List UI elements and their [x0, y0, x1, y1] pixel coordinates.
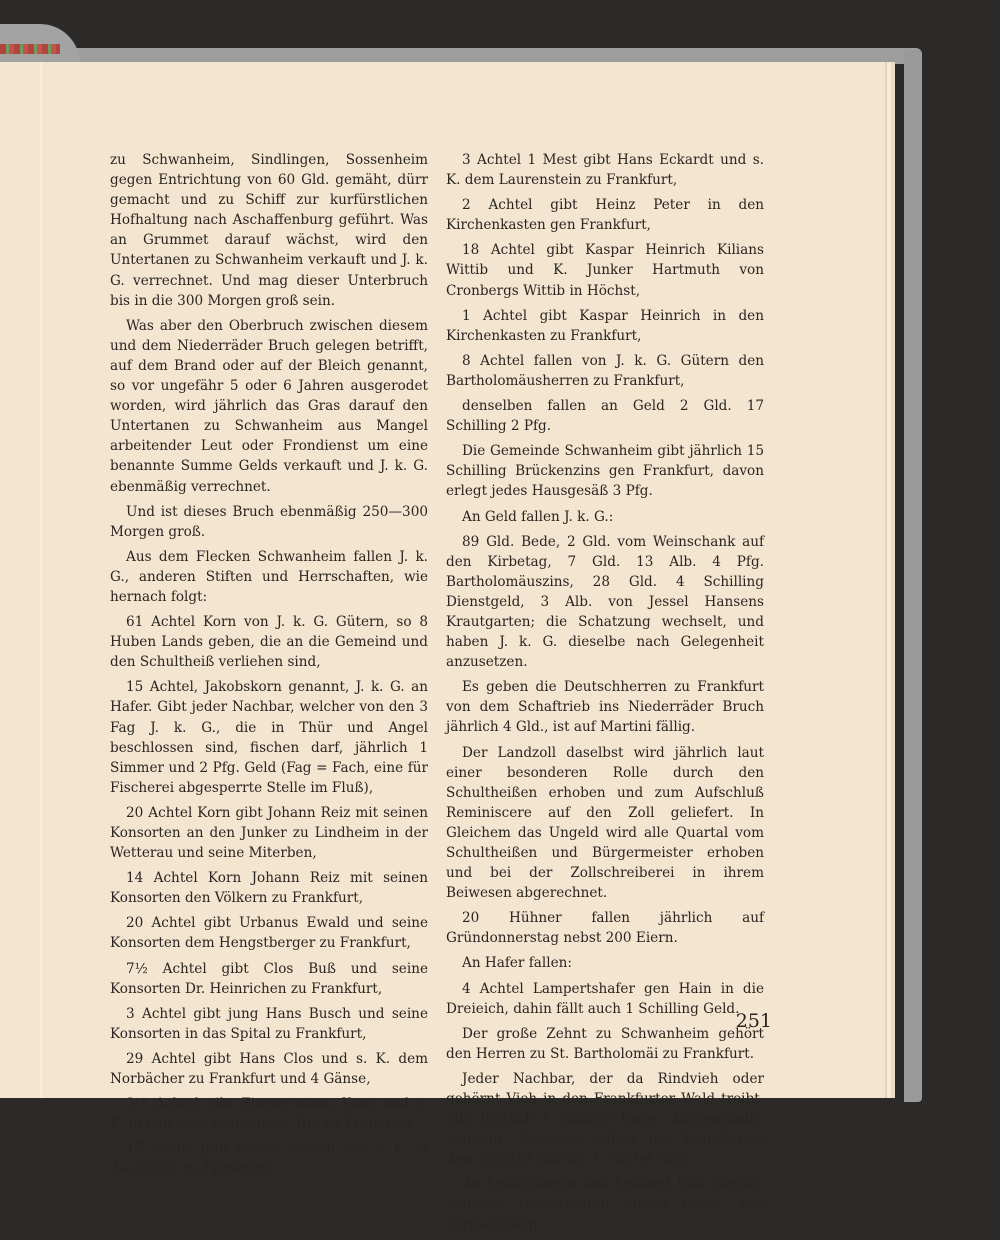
- paragraph: An Geld fallen J. k. G.:: [462, 508, 614, 525]
- paragraph: 2 Achtel gibt Heinz Peter in den Kirchenkasten gen Frankfurt,: [446, 197, 764, 234]
- paragraph: Der Landzoll daselbst wird jährlich laut einer besonderen Rolle durch den Schultheißen erhoben und zum Aufschluß Reminiscere auf den Zoll geliefert. In Gleichem das Ungeld wird alle Quartal vom Schultheißen und Bürgermeister erhoben und bei der Zollschreiberei in ihrem Beiwesen abgerechnet.: [446, 744, 764, 902]
- paragraph: 20 Achtel Korn gibt Johann Reiz mit seinen Konsorten an den Junker zu Lindheim in der Wetterau und seine Miterben,: [110, 804, 428, 862]
- paragraph: Die Gemeinde Schwanheim gibt jährlich 15 Schilling Brückenzins gen Frankfurt, davon erlegt jedes Hausgesäß 3 Pfg.: [446, 443, 764, 500]
- paragraph: Was aber den Oberbruch zwischen diesem und dem Niederräder Bruch gelegen betrifft, auf dem Brand oder auf der Bleich genannt, so vor ungefähr 5 oder 6 Jahren ausgerodet worden, wird jährlich das Gras darauf den Untertanen zu Schwanheim aus Mangel arbeitender Leut oder Frondienst um eine benannte Summe Gelds verkauft und J. k. G. ebenmäßig verrechnet.: [110, 317, 428, 495]
- paragraph: 7½ Achtel gibt Clos Buß und seine Konsorten Dr. Heinrichen zu Frankfurt,: [110, 960, 428, 997]
- paragraph: 3 Achtel gibt jung Hans Busch und seine Konsorten in das Spital zu Frankfurt,: [110, 1005, 428, 1042]
- page-gutter-fold: [38, 62, 44, 1098]
- paragraph: 1 Achtel gibt Kaspar Heinrich in den Kirchenkasten zu Frankfurt,: [446, 307, 764, 344]
- right-column: [446, 150, 764, 1240]
- paragraph: 8 Achtel fallen von J. k. G. Gütern den Bartholomäusherren zu Frankfurt,: [446, 352, 764, 389]
- paragraph: 20 Achtel gibt Urbanus Ewald und seine Konsorten dem Hengstberger zu Frankfurt,: [110, 915, 428, 952]
- page-number: 251: [735, 1010, 772, 1032]
- paragraph: 61 Achtel Korn von J. k. G. Gütern, so 8 Huben Lands geben, die an die Gemeind und den Schultheiß verliehen sind,: [110, 614, 428, 671]
- paragraph: zu Schwanheim, Sindlingen, Sossenheim gegen Entrichtung von 60 Gld. gemäht, dürr gemacht und zu Schiff zur kurfürstlichen Hofhaltung nach Aschaffenburg geführt. Was an Grummet darauf wächst, wird den Untertanen zu Schwanheim verkauft und J. k. G. verrechnet. Und mag dieser Unterbruch bis in die 300 Morgen groß sein.: [110, 152, 428, 309]
- paragraph: 20 Hühner fallen jährlich auf Gründonnerstag nebst 200 Eiern.: [446, 910, 764, 947]
- text-columns: [110, 150, 765, 1240]
- paragraph: 3½ Achtel gibt Zimmermann Kunz und s. K. in den Aschaffenburger Hof zu Frankfurt,: [110, 1096, 428, 1133]
- paragraph: Der große Zehnt zu Schwanheim gehört den Herren zu St. Bartholomäi zu Frankfurt.: [446, 1025, 764, 1062]
- paragraph: Es geben die Deutschherren zu Frankfurt von dem Schaftrieb ins Niederräder Bruch jährlich 4 Gld., ist auf Martini fällig.: [446, 679, 764, 736]
- left-column: [110, 150, 428, 1240]
- paragraph: Und ist dieses Bruch ebenmäßig 250—300 Morgen groß.: [110, 503, 428, 540]
- paragraph: denselben fallen an Geld 2 Gld. 17 Schilling 2 Pfg.: [446, 398, 764, 435]
- paragraph: An Hafer fallen:: [462, 955, 572, 972]
- paragraph: 29 Achtel gibt Hans Clos und s. K. dem Norbächer zu Frankfurt und 4 Gänse,: [110, 1050, 428, 1088]
- book-cover-edge-right: [904, 50, 922, 1102]
- paragraph: 18 Achtel gibt Kaspar Heinrich Kilians Wittib und K. Junker Hartmuth von Cronbergs Wittib in Höchst,: [446, 242, 764, 299]
- paragraph: 4 Achtel Lampertshafer gen Hain in die Dreieich, dahin fällt auch 1 Schilling Geld.: [446, 980, 764, 1017]
- paragraph: An Leibhühnern und Leibbed fällt jährlich anderen Herrschaften dieses Ortes, wie hernach folgt:: [446, 1176, 764, 1233]
- book-headband: [0, 44, 60, 54]
- paragraph: 15 Achtel, Jakobskorn genannt, J. k. G. an Hafer. Gibt jeder Nachbar, welcher von den 3 Fag J. k. G., die in Thür und Angel beschlossen sind, fischen darf, jährlich 1 Simmer und 2 Pfg. Geld (Fag = Fach, eine für Fischerei abgesperrte Stelle im Fluß),: [110, 679, 428, 796]
- paragraph: Jeder Nachbar, der da Rindvieh oder gehörnt Vieh in den Frankfurter Wald treibt, gibt jährlich 1 Simmer Hafer, Andreashafer genannt. Dagegen geben die Frankfurter dem Gericht jährlich 1 Viertel Wein.: [446, 1070, 764, 1168]
- paragraph: 3 Achtel 1 Mest gibt Hans Eckardt und s. K. dem Laurenstein zu Frankfurt,: [446, 152, 764, 189]
- paragraph: 17 Achtel gibt Felden Streeb und s. K. in das Spital zu Frankfurt,: [110, 1141, 428, 1178]
- paragraph: Aus dem Flecken Schwanheim fallen J. k. G., anderen Stiften und Herrschaften, wie hernach folgt:: [110, 548, 428, 605]
- paragraph: 89 Gld. Bede, 2 Gld. vom Weinschank auf den Kirbetag, 7 Gld. 13 Alb. 4 Pfg. Bartholomäuszins, 28 Gld. 4 Schilling Dienstgeld, 3 Alb. von Jessel Hansens Krautgarten; die Schatzung wechselt, und haben J. k. G. dieselbe nach Gelegenheit anzusetzen.: [446, 533, 764, 671]
- paragraph: 14 Achtel Korn Johann Reiz mit seinen Konsorten den Völkern zu Frankfurt,: [110, 870, 428, 907]
